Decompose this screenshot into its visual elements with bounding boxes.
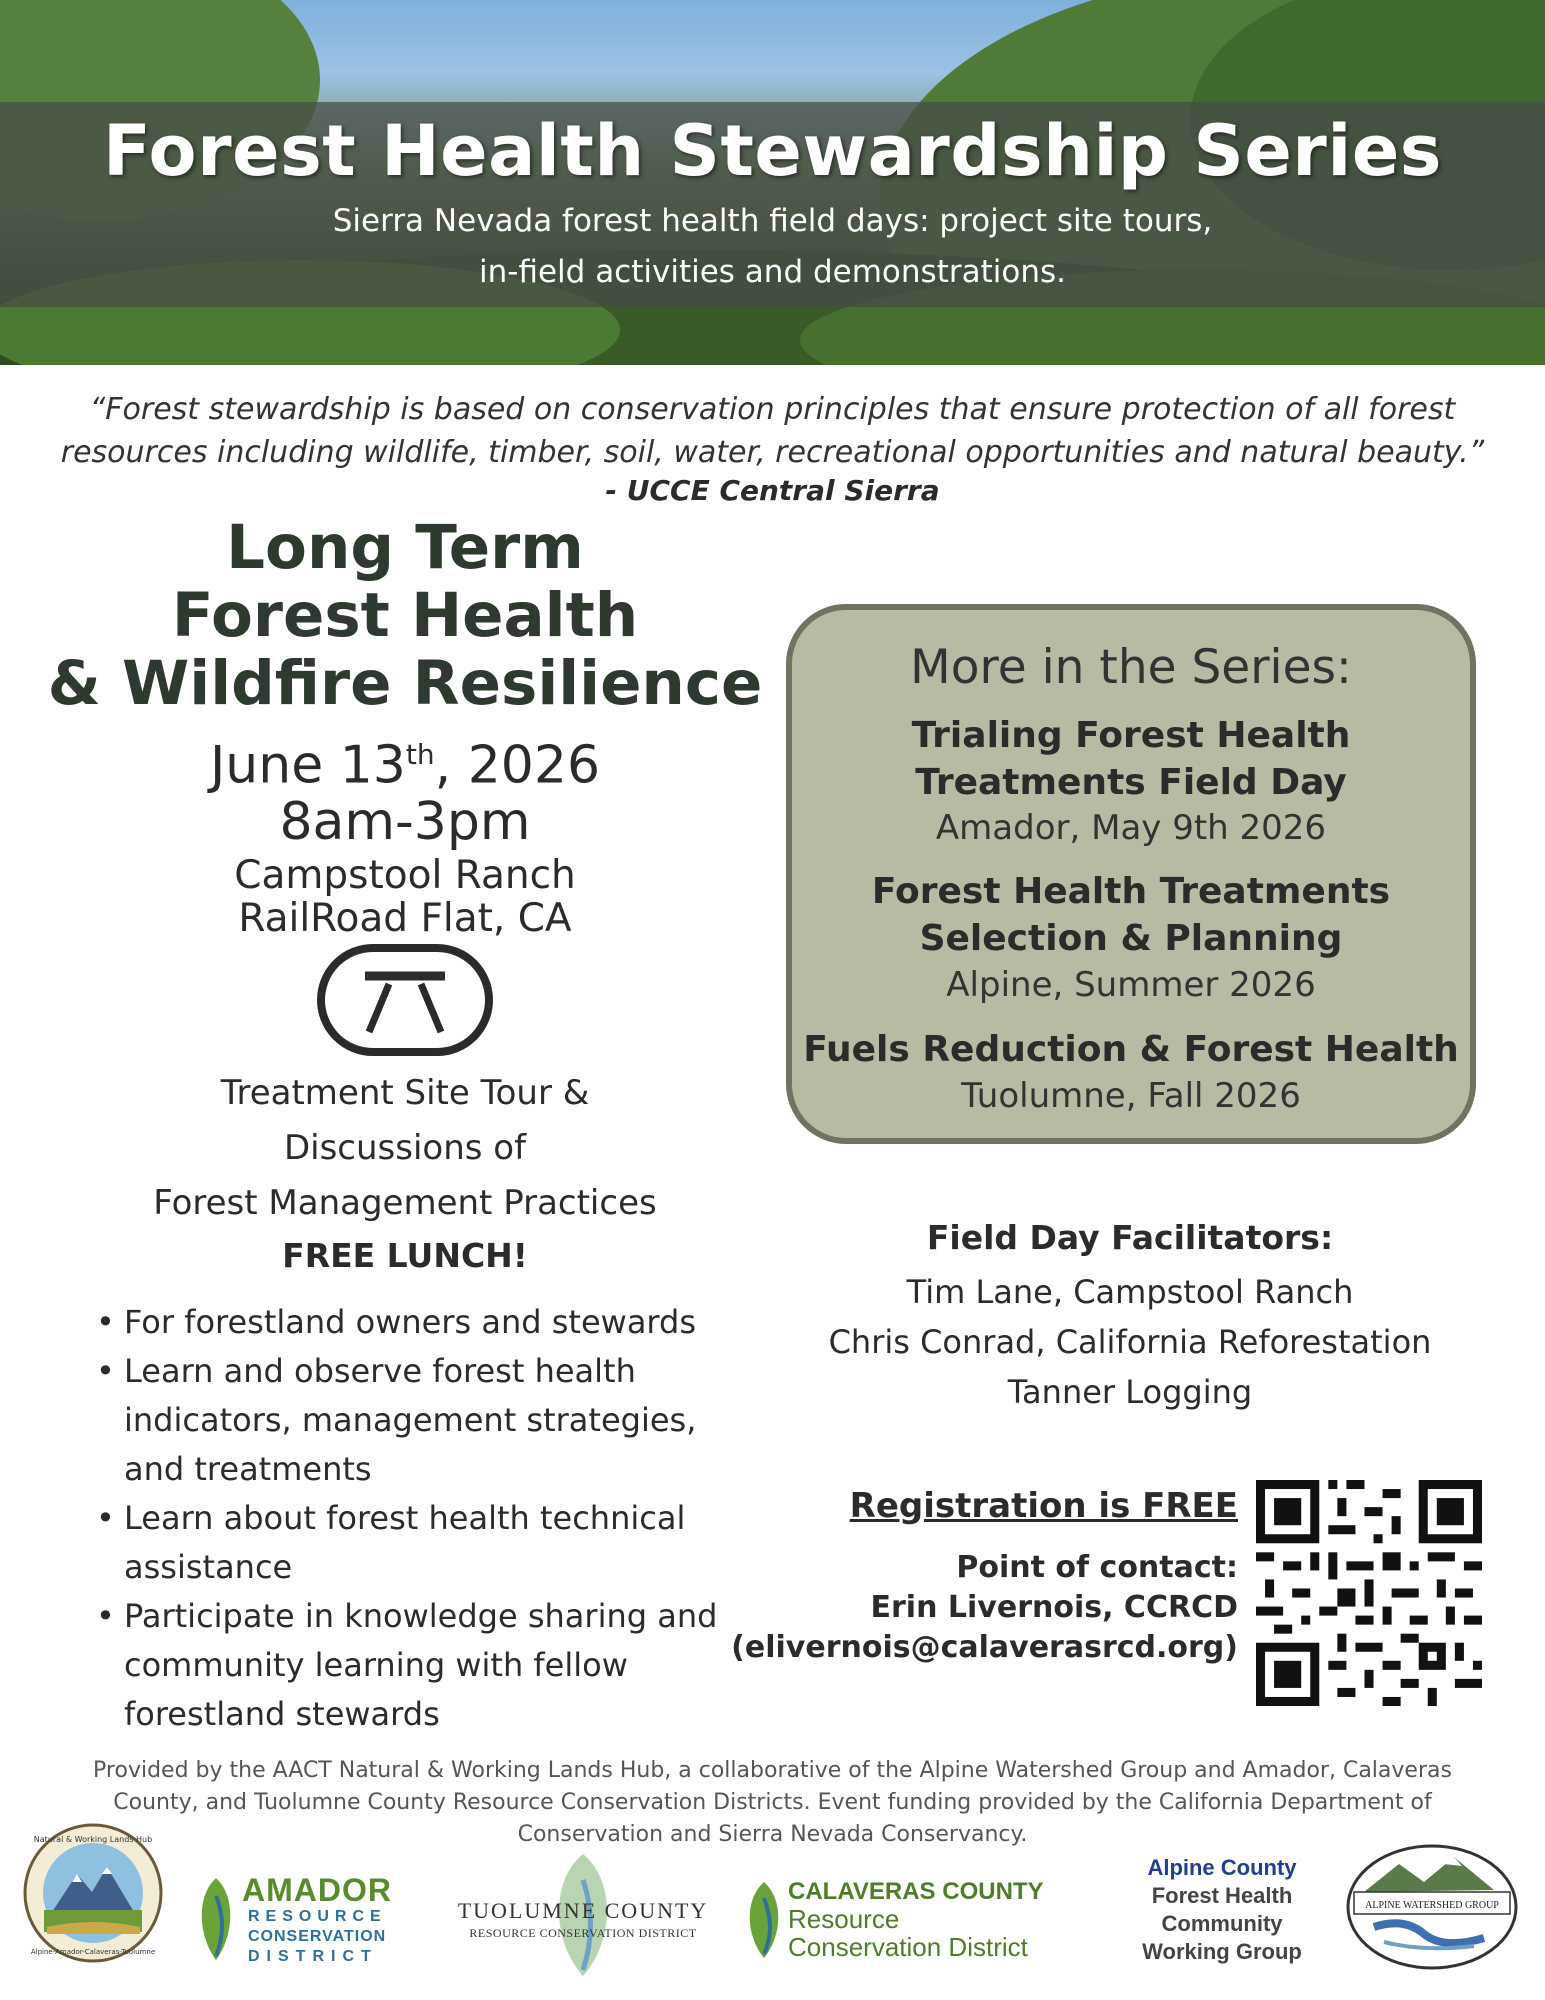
- series-title-line: Selection & Planning: [919, 918, 1343, 959]
- calaveras-rcd-logo: [744, 1876, 1104, 1966]
- hub-logo-top-text: Natural & Working Lands Hub: [33, 1835, 153, 1844]
- series-item-title: [792, 868, 1470, 962]
- description-line: Treatment Site Tour &: [220, 1073, 590, 1113]
- facilitators-heading: Field Day Facilitators:: [926, 1218, 1334, 1257]
- event-time: 8am-3pm: [279, 792, 531, 853]
- amador-leaf-icon: [196, 1876, 236, 1962]
- tuolumne-logo-line1: TUOLUMNE COUNTY: [457, 1898, 709, 1923]
- event-bullets: [96, 1298, 756, 1739]
- subtitle-line: in-field activities and demonstrations.: [479, 254, 1066, 290]
- alpine-watershed-group-logo-icon: [1344, 1842, 1520, 1972]
- alpine-county-fh-logo: [1122, 1854, 1322, 1974]
- series-item-detail: Tuolumne, Fall 2026: [961, 1076, 1301, 1116]
- free-lunch-label: FREE LUNCH!: [282, 1236, 528, 1275]
- series-item-title: [792, 712, 1470, 806]
- date-year: , 2026: [434, 735, 601, 796]
- description-line: Forest Management Practices: [153, 1183, 657, 1223]
- event-date: [30, 726, 780, 794]
- contact-email[interactable]: (elivernois@calaverasrcd.org): [731, 1630, 1238, 1665]
- bullet-line: forestland stewards: [124, 1695, 440, 1733]
- event-title-line: & Wildfire Resilience: [47, 648, 763, 719]
- calaveras-logo-line1: CALAVERAS COUNTY: [788, 1878, 1044, 1905]
- description-line: Discussions of: [283, 1128, 527, 1168]
- registration-link[interactable]: Registration is FREE: [849, 1486, 1238, 1526]
- tuolumne-rcd-logo: [448, 1850, 718, 1980]
- list-item: [96, 1298, 756, 1347]
- list-item: [96, 1347, 756, 1494]
- alpine-fh-line3: Community: [1161, 1911, 1283, 1936]
- list-item: [96, 1494, 756, 1592]
- calaveras-logo-line2: Resource: [788, 1904, 900, 1934]
- bullet-line: and treatments: [124, 1450, 372, 1488]
- alpine-wg-text: ALPINE WATERSHED GROUP: [1365, 1900, 1499, 1911]
- facilitator-name: Tim Lane, Campstool Ranch: [906, 1273, 1354, 1311]
- bullet-line: • For forestland owners and stewards: [124, 1303, 696, 1341]
- series-item-title: Fuels Reduction & Forest Health: [803, 1029, 1459, 1070]
- quote-source: - UCCE Central Sierra: [605, 474, 940, 507]
- event-date-time: [30, 726, 780, 851]
- amador-rcd-logo: [196, 1872, 406, 1972]
- amador-logo-line3: CONSERVATION: [248, 1928, 387, 1945]
- quote: [50, 388, 1495, 474]
- bullet-line: indicators, management strategies,: [124, 1401, 697, 1439]
- calaveras-logo-line3: Conservation District: [788, 1932, 1028, 1962]
- alpine-fh-line2: Forest Health: [1151, 1883, 1293, 1908]
- event-title-line: Long Term: [226, 512, 584, 583]
- footer-credits: Provided by the AACT Natural & Working Lands Hub, a collaborative of the Alpine Watershed Group and Amador, Calaveras County, and Tuolumne County Resource Conservation Districts. Event funding provided by the California Department of Conservation and Sierra Nevada Conservancy.: [93, 1758, 1452, 1847]
- facilitators-list: [780, 1267, 1480, 1417]
- bullet-line: community learning with fellow: [124, 1646, 628, 1684]
- hero-banner: [0, 0, 1545, 365]
- alpine-fh-line1: Alpine County: [1147, 1855, 1297, 1880]
- amador-logo-line2: RESOURCE: [248, 1908, 387, 1925]
- location-line: RailRoad Flat, CA: [238, 896, 572, 941]
- quote-line: “Forest stewardship is based on conservation principles that ensure protection of all forest: [89, 392, 1456, 427]
- qr-code-icon[interactable]: [1256, 1480, 1482, 1706]
- quote-line: resources including wildlife, timber, soil, water, recreational opportunities and natural beauty.”: [60, 435, 1485, 470]
- list-item: [96, 1592, 756, 1739]
- series-title-line: Trialing Forest Health: [911, 715, 1351, 756]
- series-item-detail: Alpine, Summer 2026: [946, 965, 1316, 1005]
- bullet-line: assistance: [124, 1548, 293, 1586]
- facilitator-name: Chris Conrad, California Reforestation: [828, 1323, 1432, 1361]
- bullet-line: • Learn and observe forest health: [124, 1352, 636, 1390]
- series-box: [786, 604, 1476, 1144]
- calaveras-leaf-icon: [744, 1880, 784, 1960]
- bullet-line: • Learn about forest health technical: [124, 1499, 686, 1537]
- event-description: [30, 1066, 780, 1231]
- campstool-ranch-logo-icon: [315, 940, 495, 1060]
- contact-name: Erin Livernois, CCRCD: [870, 1590, 1238, 1625]
- date-ordinal: th: [405, 738, 435, 771]
- series-title-line: Forest Health Treatments: [871, 871, 1391, 912]
- series-heading: More in the Series:: [910, 640, 1352, 695]
- facilitator-name: Tanner Logging: [1007, 1373, 1253, 1411]
- date-day: June 13: [209, 735, 406, 796]
- event-location: [30, 854, 780, 940]
- hub-logo-bottom-text: Alpine-Amador-Calaveras-Tuolumne: [30, 1948, 156, 1956]
- page-title: Forest Health Stewardship Series: [103, 110, 1442, 192]
- series-item-detail: Amador, May 9th 2026: [935, 808, 1327, 848]
- amador-logo-line4: DISTRICT: [248, 1948, 378, 1965]
- working-lands-hub-logo-icon: [22, 1822, 164, 1964]
- page-subtitle: [0, 196, 1545, 298]
- event-title: [30, 514, 780, 718]
- location-line: Campstool Ranch: [234, 853, 576, 898]
- tuolumne-logo-line2: RESOURCE CONSERVATION DISTRICT: [469, 1926, 697, 1940]
- contact-label: Point of contact:: [956, 1550, 1238, 1585]
- bullet-line: • Participate in knowledge sharing and: [124, 1597, 718, 1635]
- point-of-contact: [700, 1548, 1238, 1668]
- alpine-fh-line4: Working Group: [1142, 1939, 1302, 1964]
- event-title-line: Forest Health: [171, 580, 639, 651]
- series-title-line: Treatments Field Day: [915, 762, 1347, 803]
- subtitle-line: Sierra Nevada forest health field days: project site tours,: [332, 203, 1213, 239]
- amador-logo-line1: AMADOR: [242, 1872, 392, 1908]
